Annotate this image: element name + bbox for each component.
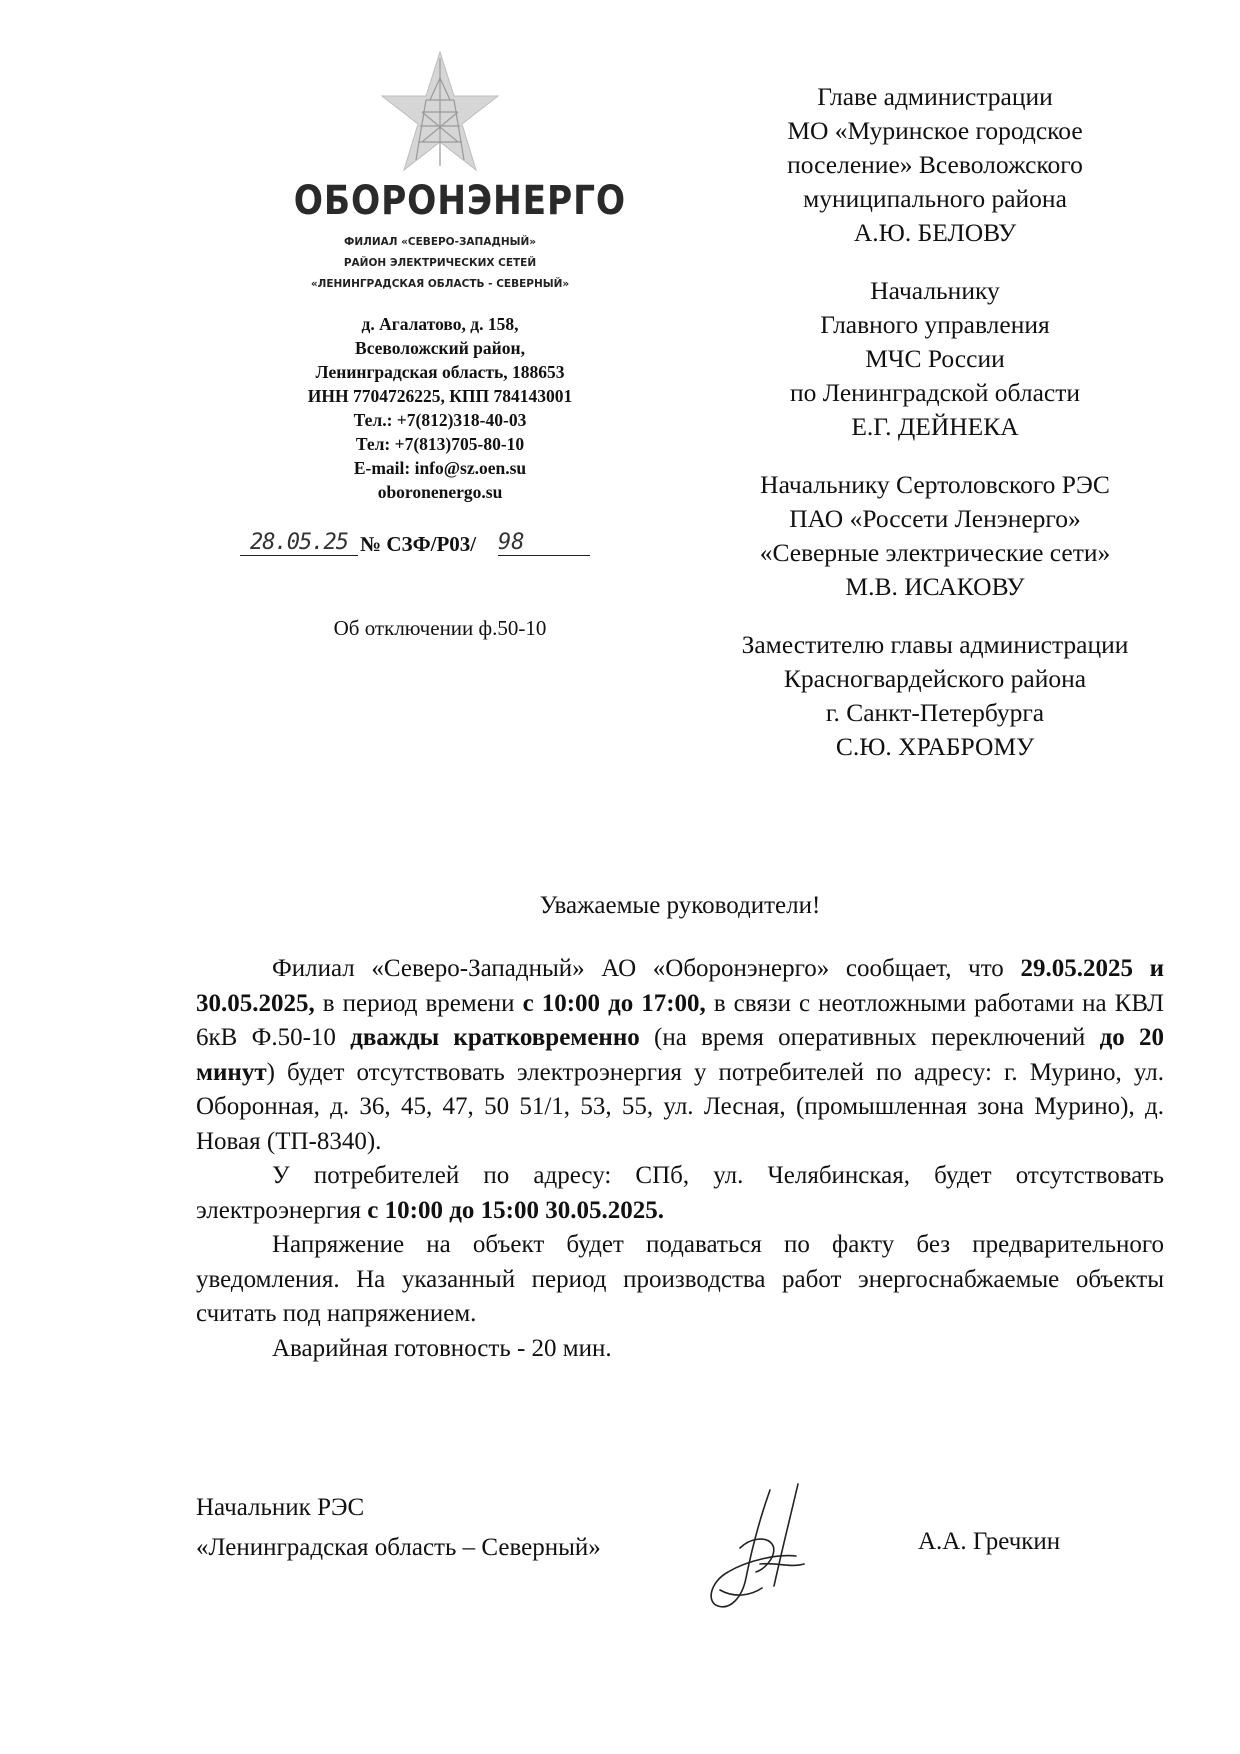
signatory-title: [196, 1488, 696, 1568]
body-emphasis: с 10:00 до 17:00,: [522, 989, 706, 1017]
registration-prefix: № СЗФ/Р03/: [360, 532, 477, 556]
recipient-line: Заместителю главы администрации: [741, 630, 1129, 659]
address-line: E-mail: info@sz.oen.su: [353, 458, 527, 478]
recipient-line: Начальнику: [870, 276, 1000, 305]
body-emphasis: 29.05.2025 и 30.05.2025,: [196, 955, 1164, 1017]
body-emphasis: до 20 минут: [196, 1024, 1164, 1086]
address-line: Ленинградская область, 188653: [315, 362, 565, 382]
star-logo-icon: [380, 48, 500, 178]
branch-line: «ЛЕНИНГРАДСКАЯ ОБЛАСТЬ - СЕВЕРНЫЙ»: [310, 278, 570, 290]
recipient-line: «Северные электрические сети»: [759, 538, 1111, 567]
recipient-name: М.В. ИСАКОВУ: [845, 572, 1025, 601]
recipient-line: МЧС России: [865, 344, 1005, 373]
body-paragraph: Напряжение на объект будет подаваться по факту без предварительного уведомления. На указанный период производства работ энергоснабжаемые объекты считать под напряжением.: [196, 1231, 1164, 1327]
body-paragraph: [196, 952, 1164, 1159]
recipient-name: С.Ю. ХРАБРОМУ: [835, 732, 1035, 761]
recipient-line: поселение» Всеволожского: [787, 150, 1083, 179]
recipients-block: [690, 80, 1180, 764]
recipient: [690, 628, 1180, 764]
branch-line: РАЙОН ЭЛЕКТРИЧЕСКИХ СЕТЕЙ: [343, 257, 537, 269]
address-line: д. Агалатово, д. 158,: [361, 314, 519, 334]
address-line: oboronenergo.su: [377, 482, 503, 502]
recipient-line: Начальнику Сертоловского РЭС: [760, 470, 1110, 499]
signatory-name: А.А. Гречкин: [918, 1528, 1061, 1555]
address-line: Тел.: +7(812)318-40-03: [353, 410, 527, 430]
handwritten-signature-icon: [700, 1478, 850, 1618]
address-line: Всеволожский район,: [355, 338, 525, 358]
recipient-line: Красногвардейского района: [783, 664, 1087, 693]
body-paragraph: Аварийная готовность - 20 мин.: [272, 1334, 612, 1362]
recipient-line: г. Санкт-Петербурга: [825, 698, 1045, 727]
branch-lines: [270, 232, 610, 295]
recipient-line: Главе администрации: [817, 82, 1053, 111]
address-line: ИНН 7704726225, КПП 784143001: [307, 386, 573, 406]
brand-name: ОБОРОНЭНЕРГО: [293, 178, 626, 224]
recipient-name: А.Ю. БЕЛОВУ: [853, 218, 1017, 247]
body-text: ) будет отсутствовать электроэнергия у потребителей по адресу: г. Мурино, ул. Оборонная, д. 36, 45, 47, 50 51/1, 53, 55, ул. Лесная, (промышленная зона Мурино), д. Новая (ТП-8340).: [196, 1058, 1164, 1155]
letter-subject: Об отключении ф.50-10: [333, 616, 547, 640]
body-text: в связи с неотложными работами на КВЛ 6кВ Ф.50-10: [196, 989, 1164, 1051]
registration-date: 28.05.25: [240, 530, 358, 556]
body-paragraph: [196, 1159, 1164, 1228]
recipient-line: МО «Муринское городское: [787, 116, 1083, 145]
recipient: [690, 468, 1180, 604]
body-text: в период времени: [314, 989, 523, 1017]
registration-number: 98: [498, 530, 590, 556]
signatory-title-line: «Ленинградская область – Северный»: [196, 1534, 601, 1561]
body-emphasis: с 10:00 до 15:00 30.05.2025.: [367, 1196, 664, 1224]
recipient-name: Е.Г. ДЕЙНЕКА: [851, 412, 1019, 441]
recipient-line: Главного управления: [820, 310, 1050, 339]
branch-line: ФИЛИАЛ «СЕВЕРО-ЗАПАДНЫЙ»: [343, 236, 537, 248]
salutation: Уважаемые руководители!: [539, 892, 821, 919]
body-text: Филиал «Северо-Западный» АО «Оборонэнерго» сообщает, что: [272, 955, 1021, 982]
signatory-title-line: Начальник РЭС: [196, 1494, 365, 1521]
recipient: [690, 80, 1180, 250]
sender-address: [250, 312, 630, 504]
recipient-line: по Ленинградской области: [789, 378, 1081, 407]
body-text: (на время оперативных переключений: [639, 1024, 1100, 1051]
recipient: [690, 274, 1180, 444]
body-emphasis: дважды кратковременно: [350, 1024, 640, 1051]
recipient-line: муниципального района: [803, 184, 1067, 213]
registration-line: [240, 530, 640, 564]
body-text: У потребителей по адресу: СПб, ул. Челябинская, будет отсутствовать электроэнергия: [196, 1162, 1164, 1224]
address-line: Тел: +7(813)705-80-10: [355, 434, 525, 454]
letter-body: [196, 952, 1164, 1366]
recipient-line: ПАО «Россети Ленэнерго»: [789, 504, 1081, 533]
